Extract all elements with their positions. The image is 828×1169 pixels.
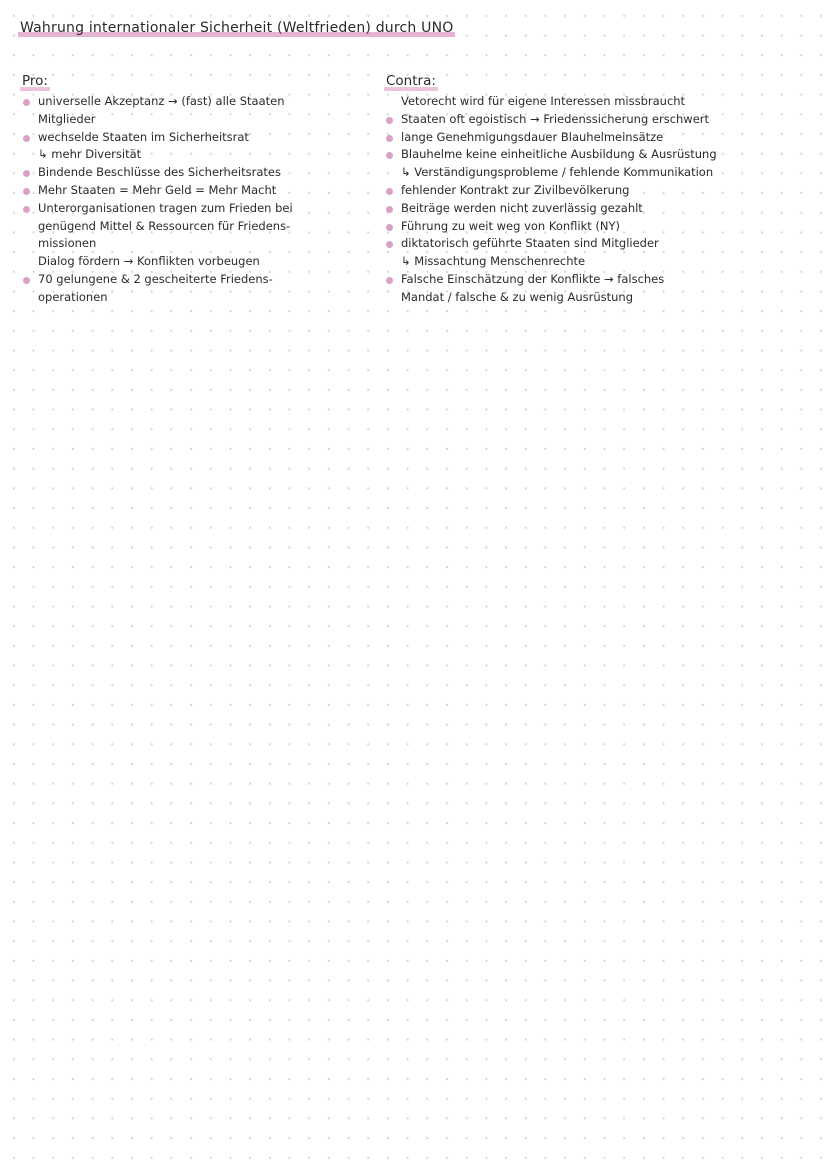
list-item-text: Vetorecht wird für eigene Interessen missbraucht <box>401 94 686 108</box>
list-item-text: universelle Akzeptanz → (fast) alle Staaten <box>38 94 285 108</box>
list-item-text: Führung zu weit weg von Konflikt (NY) <box>401 218 621 233</box>
pro-heading: Pro: <box>22 73 48 89</box>
list-item <box>20 253 370 271</box>
list-item-text: Blauhelme keine einheitliche Ausbildung & Ausrüstung <box>401 147 717 162</box>
bullet-dot-icon <box>23 206 30 213</box>
list-item-text: wechselde Staaten im Sicherheitsrat <box>38 129 249 144</box>
pro-column <box>20 70 370 307</box>
list-item-text: Mandat / falsche & zu wenig Ausrüstung <box>401 289 633 304</box>
list-item-text: ↳ Verständigungsprobleme / fehlende Kommunikation <box>401 165 714 180</box>
bullet-dot-icon <box>386 188 393 195</box>
bullet-dot-icon <box>23 99 30 106</box>
list-item <box>384 182 784 200</box>
list-item-text: missionen <box>38 236 97 251</box>
list-item-text: fehlender Kontrakt zur Zivilbevölkerung <box>401 182 630 197</box>
list-item-text: genügend Mittel & Ressourcen für Friedens- <box>38 218 291 233</box>
list-item-text: diktatorisch geführte Staaten sind Mitglieder <box>401 236 659 251</box>
bullet-dot-icon <box>23 170 30 177</box>
list-item-text: operationen <box>38 289 108 304</box>
list-item <box>20 200 370 253</box>
bullet-dot-icon <box>386 224 393 231</box>
list-item-text: Bindende Beschlüsse des Sicherheitsrates <box>38 165 281 180</box>
list-item-text: Beiträge werden nicht zuverlässig gezahlt <box>401 200 643 215</box>
list-item-text: lange Genehmigungsdauer Blauhelmeinsätze <box>401 129 664 144</box>
list-item <box>384 271 784 307</box>
contra-heading: Contra: <box>386 73 436 89</box>
bullet-dot-icon <box>386 277 393 284</box>
list-item <box>384 200 784 218</box>
pro-list <box>20 93 370 307</box>
list-item <box>20 93 370 129</box>
contra-list <box>384 93 784 307</box>
page-title: Wahrung internationaler Sicherheit (Weltfrieden) durch UNO <box>20 20 454 36</box>
list-item-text: 70 gelungene & 2 gescheiterte Friedens- <box>38 271 273 286</box>
list-item <box>20 271 370 307</box>
list-item <box>20 182 370 200</box>
list-item-text: Unterorganisationen tragen zum Frieden bei <box>38 200 293 215</box>
list-item-text: ↳ Missachtung Menschenrechte <box>401 254 586 269</box>
bullet-dot-icon <box>386 206 393 213</box>
bullet-dot-icon <box>386 135 393 142</box>
bullet-dot-icon <box>386 241 393 248</box>
list-item-text: Staaten oft egoistisch → Friedenssicherung erschwert <box>401 111 710 126</box>
list-item <box>384 235 784 271</box>
bullet-dot-icon <box>386 152 393 159</box>
list-item-text: Dialog fördern → Konflikten vorbeugen <box>38 254 260 269</box>
bullet-dot-icon <box>23 188 30 195</box>
list-item-text: Mitglieder <box>38 111 96 126</box>
list-item <box>384 93 784 111</box>
list-item-text: Falsche Einschätzung der Konflikte → falsches <box>401 271 665 286</box>
list-item <box>384 146 784 182</box>
contra-column <box>384 70 784 307</box>
list-item-text: ↳ mehr Diversität <box>38 147 142 162</box>
list-item-text: Mehr Staaten = Mehr Geld = Mehr Macht <box>38 182 277 197</box>
list-item <box>384 111 784 129</box>
bullet-dot-icon <box>23 277 30 284</box>
list-item <box>20 164 370 182</box>
list-item <box>20 129 370 165</box>
bullet-dot-icon <box>386 117 393 124</box>
list-item <box>384 129 784 147</box>
list-item <box>384 218 784 236</box>
bullet-dot-icon <box>23 135 30 142</box>
